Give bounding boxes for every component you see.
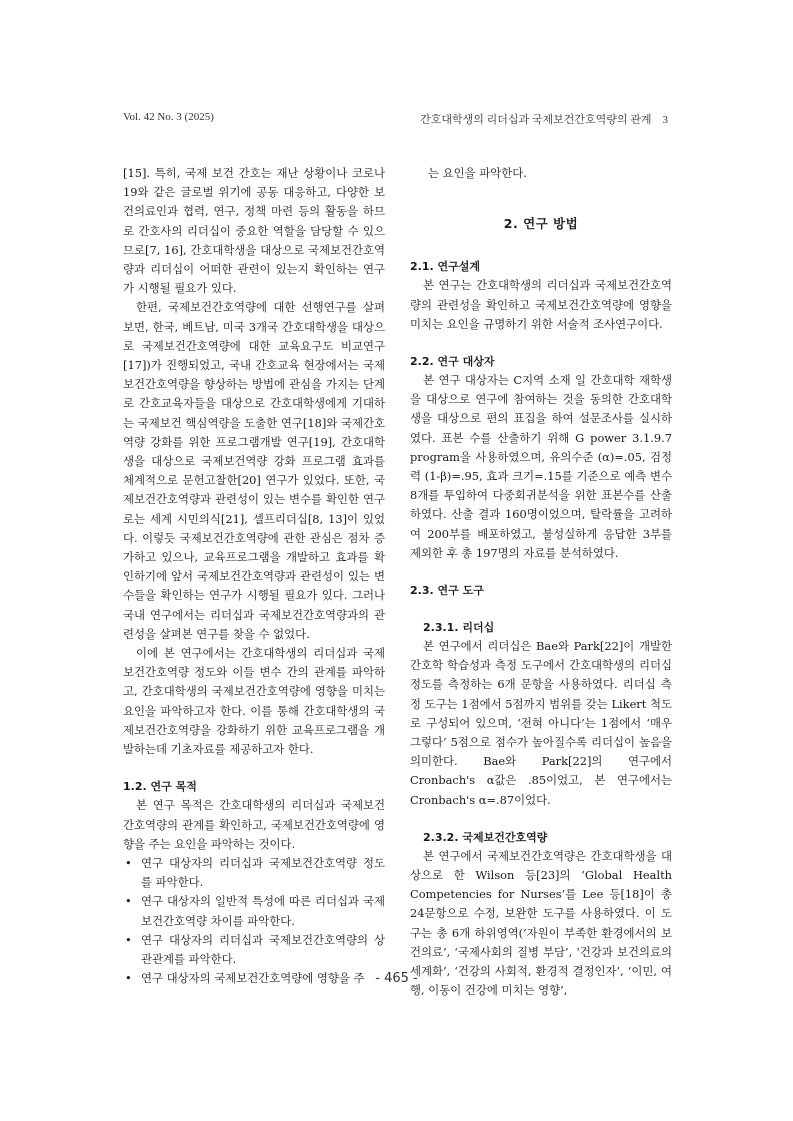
section-heading-2-3-2: 2.3.2. 국제보건간호역량 (423, 830, 548, 844)
paragraph: 본 연구는 간호대학생의 리더십과 국제보건간호역량의 관련성을 확인하고 국제보건간호역량에 영향을 미치는 요인을 규명하기 위한 서술적 조사연구이다. (410, 278, 672, 331)
paragraph: [15]. 특히, 국제 보건 간호는 재난 상황이나 코로나19와 같은 글로벌 위기에 공동 대응하고, 다양한 보건의료인과 협력, 연구, 정책 마련 등의 활동을 하므로 간호사의 리더십이 중요한 역할을 담당할 수 있으므로[7, 16], 간호대학생을 대상으로 국제보건간호역량과 리더십이 어떠한 관련이 있는지 확인하는 연구가 시행될 필요가 있다. (123, 166, 385, 296)
list-item: • 연구 대상자의 리더십과 국제보건간호역량 정도를 파악한다. (125, 855, 385, 890)
running-title: 간호대학생의 리더십과 국제보건간호역량의 관계 3 (420, 114, 668, 126)
bullet-icon: • (125, 932, 132, 947)
list-item: • 연구 대상자의 일반적 특성에 따른 리더십과 국제보건간호역량 차이를 파악한다. (125, 894, 385, 928)
paragraph: 는 요인을 파악한다. (428, 166, 527, 180)
paragraph: 본 연구 대상자는 C지역 소재 일 간호대학 재학생을 대상으로 연구에 참여하는 것을 동의한 간호대학생을 대상으로 편의 표집을 하여 설문조사를 실시하였다. 표본 수를 산출하기 위해 G power 3.1.9.7 program을 사용하였으며, 유의수준 (α)=.05, 검정력 (1-β)=.95, 효과 크기=.15를 기준으로 예측 변수 8개를 투입하여 다중회귀분석을 위한 표본수를 산출하였다. 산출 결과 160명이었으며, 탈락률을 고려하여 200부를 배포하였고, 불성실하게 응답한 3부를 제외한 후 총 197명의 자료를 분석하였다. (410, 373, 672, 560)
paragraph: 본 연구 목적은 간호대학생의 리더십과 국제보건간호역량의 관계를 확인하고, 국제보건간호역량에 영향을 주는 요인을 파악하는 것이다. (123, 798, 385, 851)
list-item: • 연구 대상자의 국제보건간호역량에 영향을 주 (123, 969, 385, 988)
paragraph: 본 연구에서 국제보건간호역량은 간호대학생을 대상으로 한 Wilson 등[23]의 ‘Global Health Competencies for Nurses’를 Lee 등[18]이 총 24문항으로 수정, 보완한 도구를 사용하였다. 이 도구는 총 6개 하위영역(‘자원이 부족한 환경에서의 보건의료’, ‘국제사회의 질병 부담’, ‘건강과 보건의료의 세계화’, ‘건강의 사회적, 환경적 결정인자’, ‘이민, 여행, 이동이 건강에 미치는 영향’, (410, 848, 672, 998)
bullet-icon: • (125, 855, 132, 870)
list-item: • 연구 대상자의 리더십과 국제보건간호역량의 상관관계를 파악한다. (125, 932, 385, 966)
journal-volume: Vol. 42 No. 3 (2025) (123, 111, 214, 123)
left-column (123, 164, 385, 988)
section-heading-2-2: 2.2. 연구 대상자 (410, 355, 495, 369)
paragraph: 한편, 국제보건간호역량에 대한 선행연구를 살펴보면, 한국, 베트남, 미국 3개국 간호대학생을 대상으로 국제보건간호역량에 대한 교육요구도 비교연구[17])가 진행되었고, 국내 간호교육 현장에서는 국제보건간호역량을 향상하는 방법에 관심을 가지는 단계로 간호교육자들을 대상으로 간호대학생에게 기대하는 국제보건 핵심역량을 도출한 연구[18]와 국제간호역량 강화를 위한 프로그램개발 연구[19], 간호대학생을 대상으로 국제보건역량 강화 프로그램 효과를 체계적으로 문헌고찰한[20] 연구가 있었다. 또한, 국제보건간호역량과 관련성이 있는 변수를 확인한 연구로는 세계 시민의식[21], 셀프리더십[8, 13]이 있었다. 이렇듯 국제보건간호역량에 관한 관심은 점차 증가하고 있으나, 교육프로그램을 개발하고 효과를 확인하기에 앞서 국제보건간호역량과 관련성이 있는 변수들을 확인하는 연구가 시행될 필요가 있다. 그러나 국내 연구에서는 리더십과 국제보건간호역량과의 관련성을 살펴본 연구를 찾을 수 없었다. (123, 300, 385, 641)
page-number: - 465 - (375, 971, 418, 986)
section-heading-2-3: 2.3. 연구 도구 (410, 584, 484, 598)
objectives-list (123, 854, 385, 988)
section-heading-2-1: 2.1. 연구설계 (410, 260, 480, 274)
section-heading-1-2: 1.2. 연구 목적 (123, 780, 197, 794)
bullet-icon: • (125, 894, 132, 909)
right-column (410, 164, 672, 1001)
section-title-2: 2. 연구 방법 (503, 216, 579, 232)
paragraph: 본 연구에서 리더십은 Bae와 Park[22]이 개발한 간호학 학습성과 측정 도구에서 간호대학생의 리더십 정도를 측정하는 6개 문항을 사용하였다. 리더십 측정 도구는 1점에서 5점까지 범위를 갖는 Likert 척도로 구성되어 있으며, ‘전혀 아니다’는 1점에서 ‘매우 그렇다’ 5점으로 점수가 높아질수록 리더십이 높음을 의미한다. Bae와 Park[22]의 연구에서 Cronbach's α값은 .85이었고, 본 연구에서는 Cronbach's α=.87이었다. (410, 639, 672, 807)
section-heading-2-3-1: 2.3.1. 리더십 (423, 621, 495, 635)
bullet-icon: • (125, 971, 132, 986)
paragraph: 이에 본 연구에서는 간호대학생의 리더십과 국제보건간호역량 정도와 이들 변수 간의 관계를 파악하고, 간호대학생의 국제보건간호역량에 영향을 미치는 요인을 파악하고자 한다. 이를 통해 간호대학생의 국제보건간호역량을 강화하기 위한 교육프로그램을 개발하는데 기초자료를 제공하고자 한다. (123, 646, 385, 757)
